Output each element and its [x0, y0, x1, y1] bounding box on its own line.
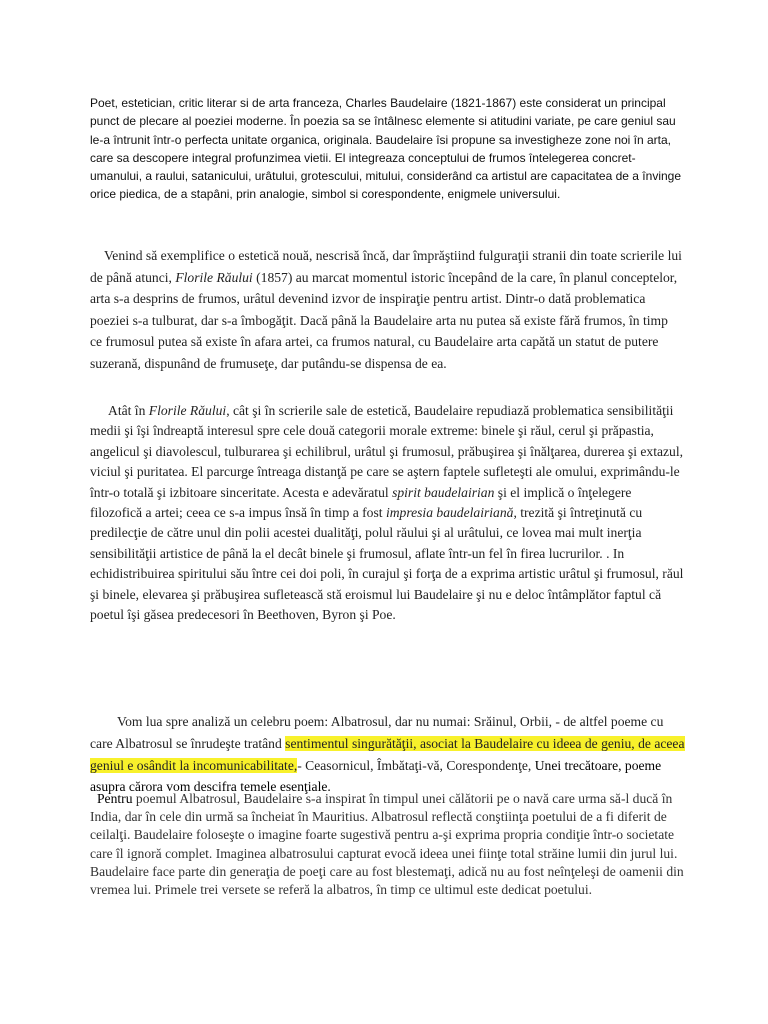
text-run: Venind să exemplifice o estetică nouă, nescrisă încă, dar împrăştiind fulguraţii stranii din toate scrierile lui de până atunci,: [90, 248, 682, 285]
paragraph-duality: [90, 401, 686, 625]
paragraph-albatross: [90, 790, 688, 899]
italic-term: impresia baudelairiană: [385, 505, 514, 521]
text-run: , trezită şi întreţinută cu predilecţie de către unul din polii acestei dualităţi, polul răului şi al urâtului, ce lovea mai mult inerţia sensibilităţii artistice de până la el decât binele şi frumosul, aflate într-un fel în firea lucrurilor. . In echidistribuirea spiritului său între cei doi poli, în curajul şi forţa de a exprima artistic urâtul şi frumosul, răul şi binele, elevarea şi prăbuşirea sufletească stă eroismul lui Baudelaire şi nu e deloc întâmplător faptul că poetul îşi găsea predecesori în Beethoven, Byron şi Poe.: [90, 505, 684, 623]
book-title: Florile Răului: [175, 269, 253, 285]
paragraph-aesthetics: [90, 245, 682, 375]
book-title: Florile Răului: [148, 403, 227, 418]
text-run: şi el implică o înţelegere filozofică a artei; ceea ce s-a impus însă în timp a fost: [90, 484, 632, 521]
italic-term: spirit baudelairian: [392, 484, 495, 500]
text-run: Pentru: [97, 791, 136, 806]
highlighted-text: sentimentul singurătăţii, asociat la Baudelaire cu ideea de geniu, de aceea geniul e osândit la incomunicabilitate,: [90, 735, 685, 773]
text-run: Atât în: [108, 403, 149, 418]
text-run: poemul Albatrosul, Baudelaire s-a inspirat în timpul unei călătorii pe o navă care urma să-l ducă în India, dar în cele din urmă sa încheiat în Mauritius. Albatrosul reflectă conştiinţa poetului de a fi diferit de ceilalţi. Baudelaire foloseşte o imagine foarte sugestivă pentru a-şi exprima propria condiţie într-o societate care îl ignoră complet. Imaginea albatrosului capturat evocă ideea unei fiinţe total străine lumii din jurul lui. Baudelaire face parte din generaţia de poeţi care au fost blestemaţi, adică nu au fost neînţeleşi de oamenii din vremea lui. Primele trei versete se referă la albatros, în timp ce ultimul este dedicat poetului.: [90, 791, 684, 898]
text-run: Vom lua spre analiză un celebru poem: Albatrosul, dar nu numai: Srăinul, Orbii, - de altfel poeme cu care Albatrosul se înrudeşte tratând: [90, 714, 664, 751]
intro-paragraph: Poet, estetician, critic literar si de arta franceza, Charles Baudelaire (1821-1867) este considerat un principal punct de plecare al poeziei moderne. În poezia sa se întâlnesc elemente si atitudini variate, pe care geniul sau le-a întrunit într-o perfecta unitate organica, originala. Baudelaire îsi propune sa investigheze zone noi în arta, care sa descopere integral profunzimea vietii. El integreaza conceptului de frumos întelegerea concret-umanului, a raului, satanicului, urâtului, grotescului, mitului, considerând ca artistul are capacitatea de a învinge orice piedica, de a stapâni, prin analogie, simbol si corespondente, enigmele universului.: [90, 96, 681, 202]
text-run: (1857) au marcat momentul istoric începând de la care, în planul conceptelor, arta s-a desprins de frumos, urâtul devenind izvor de inspiraţie pentru artist. Dintr-o dată problematica poeziei s-a tulburat, dar s-a îmbogăţit. Dacă până la Baudelaire arta nu putea să existe fără frumos, în timp ce frumosul putea să existe în afara artei, ca frumos natural, cu Baudelaire arta capătă un statut de putere suzerană, dispunând de frumuseţe, dar putându-se dispensa de ea.: [90, 269, 678, 371]
text-run: , cât şi în scrierile sale de estetică, Baudelaire repudiază problematica sensibilităţii medii şi îşi îndreaptă interesul spre cele două categorii morale extreme: binele şi răul, cerul şi prăpastia, angelicul şi diavolescul, tulburarea şi echilibrul, urâtul şi frumosul, prăbuşirea şi înălţarea, durerea şi extazul, viciul şi puritatea. El parcurge întreaga distanţă pe care se aştern faptele sufleteşti ale omului, exprimându-le într-o totală şi izbitoare sinceritate. Acesta e adevăratul: [90, 403, 684, 500]
text-run: Unei trecătoare, poeme asupra cărora vom descifra temele esenţiale.: [90, 757, 662, 795]
text-run: - Ceasornicul, Îmbătaţi-vă, Corespondenţe,: [297, 757, 535, 773]
paragraph-analysis: [90, 711, 688, 798]
